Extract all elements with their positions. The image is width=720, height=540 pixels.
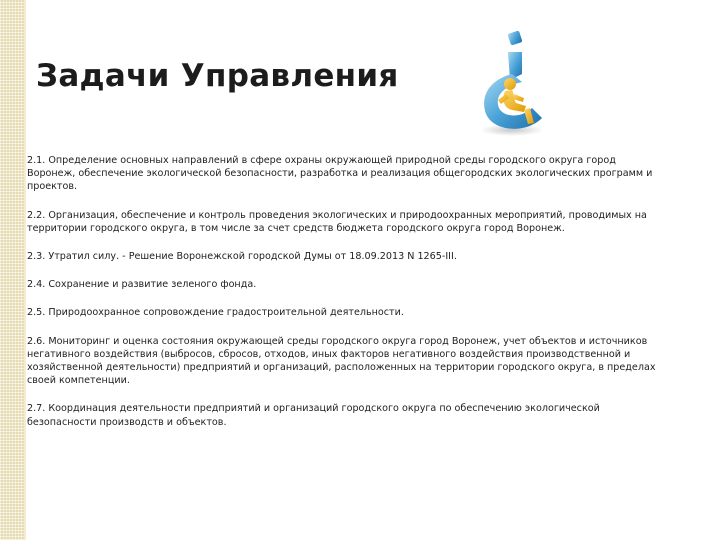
task-paragraph-2-3: 2.3. Утратил силу. - Решение Воронежской городской Думы от 18.09.2013 N 1265-III. xyxy=(27,251,457,263)
task-paragraph-2-2: 2.2. Организация, обеспечение и контроль проведения экологических и природоохранных мероприятий, проводимых на территории городского округа, в том числе за счет средств бюджета городского округа город Воронеж. xyxy=(27,209,647,234)
task-paragraph-2-4: 2.4. Сохранение и развитие зеленого фонда. xyxy=(27,279,257,291)
slide-body xyxy=(27,154,667,444)
slide-title: Задачи Управления xyxy=(36,58,399,94)
decorative-side-stripe xyxy=(0,0,24,540)
stripe-edge-divider xyxy=(24,0,26,540)
task-paragraph-2-1: 2.1. Определение основных направлений в сфере охраны окружающей природной среды городского округа город Воронеж, обеспечение экологической безопасности, разработка и реализация общегородских экологических программ и проектов. xyxy=(27,155,653,193)
task-paragraph-2-6: 2.6. Мониторинг и оценка состояния окружающей среды городского округа город Воронеж, учет объектов и источников негативного воздействия (выбросов, сбросов, отходов, иных факторов негативного воздействия производственной и хозяйственной деятельности) предприятий и организаций, расположенных на территории городского округа, в пределах своей компетенции. xyxy=(27,335,656,387)
question-mark-figure-icon xyxy=(468,22,552,140)
task-paragraph-2-7: 2.7. Координация деятельности предприятий и организаций городского округа по обеспечению экологической безопасности производств и объектов. xyxy=(27,403,600,428)
task-paragraph-2-5: 2.5. Природоохранное сопровождение градостроительной деятельности. xyxy=(27,307,404,319)
